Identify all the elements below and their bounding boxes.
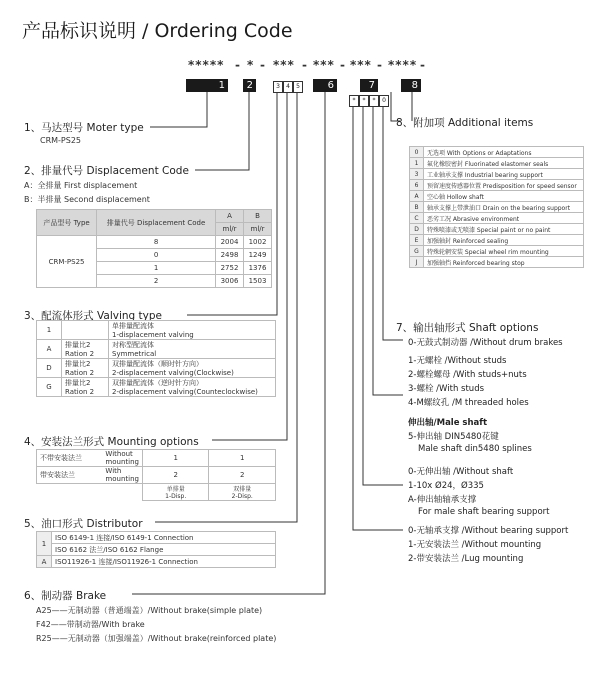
- table-cell: 3006: [216, 275, 244, 288]
- table-cell: 双排量配流体（顺时针方向）: [112, 360, 203, 368]
- code-segment-2: *: [247, 58, 255, 72]
- code-dash: -: [260, 58, 266, 72]
- shaft-option: 5-伸出轴 DIN5480花键: [408, 432, 499, 442]
- shaft-option: 0-无鼓式制动器 /Without drum brakes: [408, 338, 563, 348]
- table-header: 产品型号 Type: [37, 210, 97, 236]
- table-cell: J: [410, 257, 424, 268]
- table-cell: 单排量配流体: [112, 322, 154, 330]
- table-cell: 单排量: [166, 486, 185, 493]
- valving-table: [36, 320, 276, 397]
- male-shaft-title: 伸出轴/Male shaft: [408, 418, 488, 428]
- section-8-title: 8、附加项 Additional items: [396, 117, 534, 129]
- table-cell: 排量比2 Ration 2: [62, 340, 109, 359]
- table-cell: 2: [97, 275, 216, 288]
- table-cell: 1: [142, 450, 209, 467]
- table-cell: 不带安装法兰: [37, 450, 103, 467]
- table-unit: ml/r: [216, 223, 244, 236]
- table-cell: E: [410, 235, 424, 246]
- table-cell: 1002: [244, 236, 272, 249]
- code-dash: -: [302, 58, 308, 72]
- table-cell: 氟化橡胶密封 Fluorinated elastomer seals: [424, 158, 584, 169]
- table-cell: 2498: [216, 249, 244, 262]
- section-7-title: 7、输出轴形式 Shaft options: [396, 322, 539, 334]
- code-dash: -: [340, 58, 346, 72]
- code-box-2: 2: [243, 79, 256, 92]
- table-cell: C: [410, 213, 424, 224]
- shaft-option: 1-10x Ø24，Ø335: [408, 481, 484, 491]
- code-box-6: 6: [313, 79, 337, 92]
- code-segment-1: *****: [188, 58, 225, 72]
- table-cell: 恶劣工况 Abrasive environment: [424, 213, 584, 224]
- table-cell: 1: [37, 532, 52, 556]
- section-4-title: 4、安装法兰形式 Mounting options: [24, 436, 199, 448]
- table-cell: 加强轴封 Reinforced sealing: [424, 235, 584, 246]
- table-cell: 2-displacement valving(Clockwise): [112, 369, 234, 377]
- code-segment-5: ***: [350, 58, 372, 72]
- shaft-option: 2-螺栓螺母 /With studs+nuts: [408, 370, 527, 380]
- table-cell: 1249: [244, 249, 272, 262]
- table-cell: 空心轴 Hollow shaft: [424, 191, 584, 202]
- code-dash: -: [235, 58, 241, 72]
- table-cell: 1: [209, 450, 276, 467]
- table-cell: ISO 6149-1 连接/ISO 6149-1 Connection: [52, 532, 276, 544]
- table-cell: 1: [37, 321, 62, 340]
- table-cell: 排量比2 Ration 2: [62, 378, 109, 397]
- code-star-4: 0: [379, 95, 389, 107]
- table-cell: With mounting: [102, 467, 142, 484]
- table-cell: D: [410, 224, 424, 235]
- table-cell: 排量比2 Ration 2: [62, 359, 109, 378]
- table-cell: 对称型配流体: [112, 341, 154, 349]
- table-cell: ISO 6162 法兰/ISO 6162 Flange: [52, 544, 276, 556]
- section-1-title: 1、马达型号 Moter type: [24, 122, 144, 134]
- section-2-title: 2、排量代号 Displacement Code: [24, 165, 189, 177]
- table-cell: 1503: [244, 275, 272, 288]
- table-cell: D: [37, 359, 62, 378]
- table-cell: 1376: [244, 262, 272, 275]
- table-cell: 1-displacement valving: [112, 331, 194, 339]
- table-cell: 8: [97, 236, 216, 249]
- table-cell: 1-Disp.: [165, 493, 187, 500]
- table-cell: 3: [410, 169, 424, 180]
- section-3-title: 3、配流体形式 Valving type: [24, 310, 162, 322]
- code-segment-3: ***: [273, 58, 295, 72]
- table-cell: G: [37, 378, 62, 397]
- table-cell: B: [410, 202, 424, 213]
- shaft-option: 0-无轴承支撑 /Without bearing support: [408, 526, 569, 536]
- section-5-title: 5、油口形式 Distributor: [24, 518, 143, 530]
- code-star-1: *: [349, 95, 359, 107]
- table-header: B: [244, 210, 272, 223]
- code-box-7: 7: [360, 79, 378, 92]
- code-star-2: *: [359, 95, 369, 107]
- code-dash: -: [377, 58, 383, 72]
- code-box-4: 4: [283, 81, 293, 93]
- displacement-a: A：全排量 First displacement: [24, 181, 138, 190]
- code-dash: -: [420, 58, 426, 72]
- shaft-option: A-伸出轴轴承支撑: [408, 495, 477, 505]
- shaft-option: 1-无安装法兰 /Without mounting: [408, 540, 542, 550]
- table-cell: 预留速度传感器位置 Predisposition for speed sensor: [424, 180, 584, 191]
- table-header: 排量代号 Displacement Code: [97, 210, 216, 236]
- table-cell: 1: [410, 158, 424, 169]
- code-segment-6: ****: [388, 58, 418, 72]
- table-cell: G: [410, 246, 424, 257]
- table-cell: 带安装法兰: [37, 467, 103, 484]
- code-box-1: 1: [186, 79, 228, 92]
- brake-option: F42——带制动器/With brake: [36, 620, 145, 629]
- table-cell: 2: [142, 467, 209, 484]
- table-unit: ml/r: [244, 223, 272, 236]
- shaft-option: 3-螺栓 /With studs: [408, 384, 485, 394]
- table-cell: 1: [97, 262, 216, 275]
- table-cell: 无选项 With Options or Adaptations: [424, 147, 584, 158]
- code-box-3: 3: [273, 81, 283, 93]
- additional-items-table: [409, 146, 584, 268]
- shaft-option: 1-无螺栓 /Without studs: [408, 356, 507, 366]
- table-cell: A: [37, 340, 62, 359]
- displacement-table: [36, 209, 272, 288]
- table-cell: 0: [410, 147, 424, 158]
- shaft-option: 2-带安装法兰 /Lug mounting: [408, 554, 524, 564]
- code-box-5: 5: [293, 81, 303, 93]
- table-cell: 工业轴承支撑 Industrial bearing support: [424, 169, 584, 180]
- code-segment-4: ***: [313, 58, 335, 72]
- motor-type-value: CRM-PS25: [40, 136, 82, 145]
- table-cell: 6: [410, 180, 424, 191]
- shaft-option: For male shaft bearing support: [418, 507, 550, 517]
- table-cell: Symmetrical: [112, 350, 157, 358]
- table-cell: A: [37, 556, 52, 568]
- brake-option: A25——无制动器（普通端盖）/Without brake(simple plate): [36, 606, 263, 615]
- table-cell: 2-displacement valving(Counteclockwise): [112, 388, 258, 396]
- table-cell: 0: [97, 249, 216, 262]
- table-cell: 双排量配流体（逆时针方向）: [112, 379, 203, 387]
- page-title: 产品标识说明 / Ordering Code: [22, 20, 293, 42]
- table-cell: [62, 321, 109, 340]
- distributor-table: [36, 531, 276, 568]
- shaft-option: Male shaft din5480 splines: [418, 444, 532, 454]
- table-cell: 2: [209, 467, 276, 484]
- table-cell: 2-Disp.: [231, 493, 253, 500]
- table-cell: 2004: [216, 236, 244, 249]
- table-cell: ISO11926-1 连接/ISO11926-1 Connection: [52, 556, 276, 568]
- brake-option: R25——无制动器（加强端盖）/Without brake(reinforced plate): [36, 634, 277, 643]
- shaft-option: 0-无伸出轴 /Without shaft: [408, 467, 514, 477]
- code-star-3: *: [369, 95, 379, 107]
- table-cell-model: CRM-PS25: [37, 236, 97, 288]
- table-cell: 特殊喷漆或无喷漆 Special paint or no paint: [424, 224, 584, 235]
- table-header: A: [216, 210, 244, 223]
- table-cell: A: [410, 191, 424, 202]
- table-cell: 双排量: [233, 486, 252, 493]
- section-6-title: 6、制动器 Brake: [24, 590, 107, 602]
- mounting-table: [36, 449, 276, 501]
- table-cell: Without mounting: [102, 450, 142, 467]
- table-cell: 轴承支撑上带泄油口 Drain on the bearing support: [424, 202, 584, 213]
- displacement-b: B：半排量 Second displacement: [24, 195, 150, 204]
- table-cell: 加强轴挡 Reinforced bearing stop: [424, 257, 584, 268]
- code-box-8: 8: [401, 79, 421, 92]
- shaft-option: 4-M螺纹孔 /M threaded holes: [408, 398, 529, 408]
- table-cell: 特殊轮辋安装 Special wheel rim mounting: [424, 246, 584, 257]
- table-cell: 2752: [216, 262, 244, 275]
